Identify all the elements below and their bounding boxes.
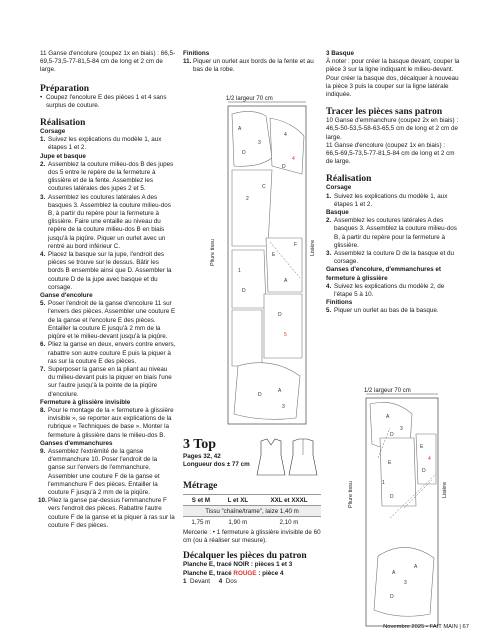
svg-text:4: 4 <box>284 132 287 138</box>
lisiere-label-2: Lisière <box>442 481 448 498</box>
svg-text:4: 4 <box>428 456 431 462</box>
step-3: 3. Assemblez les coutures latérales A des basques 3. Assemblez la couture milieu-dos B, à partir du repère pour la fermeture à glissière. Faire une entaille au niveau du repère de la couture milieu-dos B en biais jusqu'à la piqûre. Piquer un ourlet avec un rentré au bord inférieur C. <box>40 193 171 250</box>
pattern-layout-dress <box>210 96 316 426</box>
finitions-heading: Finitions <box>183 50 210 57</box>
svg-text:E: E <box>388 460 392 466</box>
preparation-item: • Coupez l'encolure E des pièces 1 et 4 sans surplus de couture. <box>40 94 176 110</box>
svg-text:E: E <box>420 444 424 450</box>
svg-text:A: A <box>392 570 396 576</box>
svg-text:5: 5 <box>284 332 287 338</box>
svg-text:4: 4 <box>292 156 295 162</box>
planche-e-black: Planche E, tracé NOIR : pièces 1 et 3 <box>183 561 293 569</box>
svg-text:A: A <box>414 564 418 570</box>
step-7: 7. Superposer la ganse en la pliant au niveau du milieu-devant puis la piquer en biais l'une sur l'autre jusqu'à la pointe de la piqûre d'encolure. <box>40 365 172 398</box>
svg-text:A: A <box>386 414 390 420</box>
column-left <box>40 50 176 530</box>
top-front-sketch <box>257 439 285 475</box>
svg-text:2: 2 <box>246 196 249 202</box>
step-10: 10. Pliez la ganse par-dessus l'emmanchure F vers l'endroit des pièces. Rabattre l'autre couture F de la ganse et la piquer à ras sur la couture F des pièces. <box>38 497 175 529</box>
svg-text:D: D <box>390 594 394 600</box>
svg-text:1: 1 <box>238 268 241 274</box>
decalquer-heading: Décalquer les pièces du patron <box>183 551 307 562</box>
size-header: XXL et XXXL <box>257 495 321 506</box>
svg-text:3: 3 <box>282 404 285 410</box>
tracer-heading: Tracer les pièces sans patron <box>326 107 443 118</box>
fabric-values-row <box>183 517 321 528</box>
svg-text:D: D <box>242 150 246 156</box>
step-5: 5. Poser l'endroit de la ganse d'encolure 11 sur l'envers des pièces. Assembler une couture E de la ganse et l'encolure E des pièces. Entailler la couture E jusqu'à 2 mm de la piqûre et le milieu-devant jusqu'à la piqûre. <box>40 300 176 341</box>
top-length: Longueur dos ± 77 cm <box>183 461 250 469</box>
realisation-heading: Réalisation <box>40 118 86 129</box>
jupe-heading: Jupe et basque <box>40 152 86 160</box>
top-section <box>183 437 323 586</box>
pattern-piece <box>232 250 266 308</box>
column-middle <box>183 50 323 75</box>
fabric-row <box>183 506 321 517</box>
size-header: L et XL <box>219 495 257 506</box>
top-title: 3 Top <box>183 437 217 452</box>
pliure-label-2: Pliure tissu <box>348 481 354 508</box>
basque-item: 3 Basque <box>326 50 354 57</box>
fabric-value: 1,75 m <box>183 517 219 528</box>
r-step-4: 4. Suivez les explications du modèle 2, de l'étape 5 à 10. <box>326 282 445 299</box>
pattern-width-label: 1/2 largeur 70 cm <box>226 96 273 102</box>
pattern-piece <box>380 438 416 506</box>
step-11: 11. Piquer un ourlet aux bords de la fente et au bas de la robe. <box>183 58 314 74</box>
pattern-width-label-2: 1/2 largeur 70 cm <box>364 388 411 394</box>
pattern-layout-top <box>348 388 450 628</box>
pattern-piece <box>234 363 300 420</box>
svg-text:D: D <box>390 432 394 438</box>
step-4: 4. Placez la basque sur la jupe, l'endroit des pièces se trouve sur le dessus. Bâtir les bords B ensemble ainsi que D. Assembler la couture D de la jupe avec basque et du corsage. <box>40 251 172 291</box>
lisiere-label: Lisière <box>310 239 316 256</box>
mercerie-text: Mercerie : • 1 fermeture à glissière invisible de 60 cm (ou à réaliser sur mesure). <box>183 529 321 545</box>
svg-text:D: D <box>282 164 286 170</box>
emmanchures-heading: Ganses d'emmanchures <box>40 439 113 447</box>
r-step-3: 3. Assemblez la couture D de la basque et du corsage. <box>326 250 455 266</box>
size-header: S et M <box>183 495 219 506</box>
metrage-heading: Métrage <box>183 481 218 491</box>
tracer-item-11: 11 Ganse d'encolure (coupez 1x en biais) : 66,5-69,5-73,5-77-81,5-84 cm de long et 2 cm de large. <box>326 141 455 166</box>
svg-text:E: E <box>272 252 276 258</box>
top-pages: Pages 32, 42 <box>183 453 221 460</box>
size-table <box>183 494 321 527</box>
step-6: 6. Pliez la ganse en deux, envers contre envers, rabattre son autre couture E puis la piquer à ras sur la couture E des pièces. <box>40 341 176 365</box>
fabric-value: 2,10 m <box>257 517 321 528</box>
r-step-2: 2. Assemblez les coutures latérales A des basques 3. Assemblez la couture milieu-dos B, à partir du repère pour la fermeture à glissière. <box>326 217 457 249</box>
pliure-label: Pliure tissu <box>210 239 216 266</box>
tracer-item-10: 10 Ganse d'emmanchure (coupez 2x en biais) : 46,5-50-53,5-58-63-65,5 cm de long et 2 cm de large. <box>326 117 459 141</box>
planche-e-red: Planche E, tracé ROUGE : pièce 4 <box>183 569 284 577</box>
step-9: 9. Assemblez l'extrémité de la ganse d'emmanchure 10. Poser l'endroit de la ganse sur l'envers de l'emmanchure. Assembler une couture F de la ganse et l'emmanchure F des pièces. Entailler la couture F jusqu'à 2 mm de la piqûre. <box>40 447 160 496</box>
svg-text:A: A <box>278 388 282 394</box>
step-1: 1. Suivez les explications du modèle 1, aux étapes 1 et 2. <box>40 136 162 152</box>
ganses-heading-3: Ganses d'encolure, d'emmanchures et fermeture à glissière <box>326 266 441 282</box>
pattern-diagram <box>222 96 312 426</box>
step-2: 2. Assemblez la couture milieu-dos B des jupes dos 5 entre le repère de la fermeture à glissière et de la fente. Assemblez les coutures latérales des jupes 2 et 5. <box>40 160 174 193</box>
svg-text:D: D <box>390 494 394 500</box>
step-8: 8. Pour le montage de la « fermeture à glissière invisible », se reporter aux explications de la rubrique « Techniques de base ». Monter la fermeture à glissière dans le milieu-dos B. <box>40 406 174 439</box>
svg-text:D: D <box>242 288 246 294</box>
svg-text:D: D <box>258 392 262 398</box>
basque-heading-3: Basque <box>326 209 349 217</box>
svg-text:F: F <box>294 242 298 248</box>
fermeture-heading: Fermeture à glissière invisible <box>40 398 131 406</box>
svg-text:A: A <box>284 278 288 284</box>
pattern-piece <box>416 434 436 484</box>
svg-text:A: A <box>238 126 242 132</box>
corsage-heading: Corsage <box>40 128 66 136</box>
svg-text:1: 1 <box>382 480 385 486</box>
preparation-heading: Préparation <box>40 83 90 94</box>
top-sketch <box>255 437 321 477</box>
r-step-5: 5. Piquer un ourlet au bas de la basque. <box>326 307 439 315</box>
pattern-piece <box>232 170 272 246</box>
svg-text:D: D <box>278 312 282 318</box>
pattern-diagram-2 <box>360 388 450 628</box>
pattern-piece <box>264 294 302 358</box>
pattern-piece <box>232 310 262 366</box>
svg-text:3: 3 <box>404 580 407 586</box>
r-step-1: 1. Suivez les explications du modèle 1, aux étapes 1 et 2. <box>326 192 448 208</box>
pieces-list: 1 Devant 4 Dos <box>183 577 237 585</box>
corsage-heading-3: Corsage <box>326 184 352 192</box>
svg-text:3: 3 <box>400 426 403 432</box>
pattern-piece <box>232 111 272 166</box>
svg-text:3: 3 <box>258 140 261 146</box>
fabric-value: 1,90 m <box>219 517 257 528</box>
ganse-heading: Ganse d'encolure <box>40 292 93 300</box>
finitions-heading-3: Finitions <box>326 299 353 307</box>
size-header-row <box>183 495 321 506</box>
svg-text:C: C <box>262 184 266 190</box>
intro-text: 11 Ganse d'encolure (coupez 1x en biais) : 66,5-69,5-73,5-77-81,5-84 cm de long et 2 cm de large. <box>40 50 176 74</box>
note-text: À noter : pour créer la basque devant, couper la pièce 3 sur la ligne indiquant le milieu-devant. Pour créer la basque dos, décalquer à nouveau la pièce 3 puis la couper sur la ligne latérale indiquée. <box>326 58 460 99</box>
column-right <box>326 50 460 316</box>
svg-text:D: D <box>422 468 426 474</box>
fabric-description: Tissu "chaîne/trame", laize 1,40 m <box>183 506 321 517</box>
realisation-heading-3: Réalisation <box>326 174 372 185</box>
page-footer: Novembre 2025 • FAIT MAIN | 67 <box>383 624 469 630</box>
